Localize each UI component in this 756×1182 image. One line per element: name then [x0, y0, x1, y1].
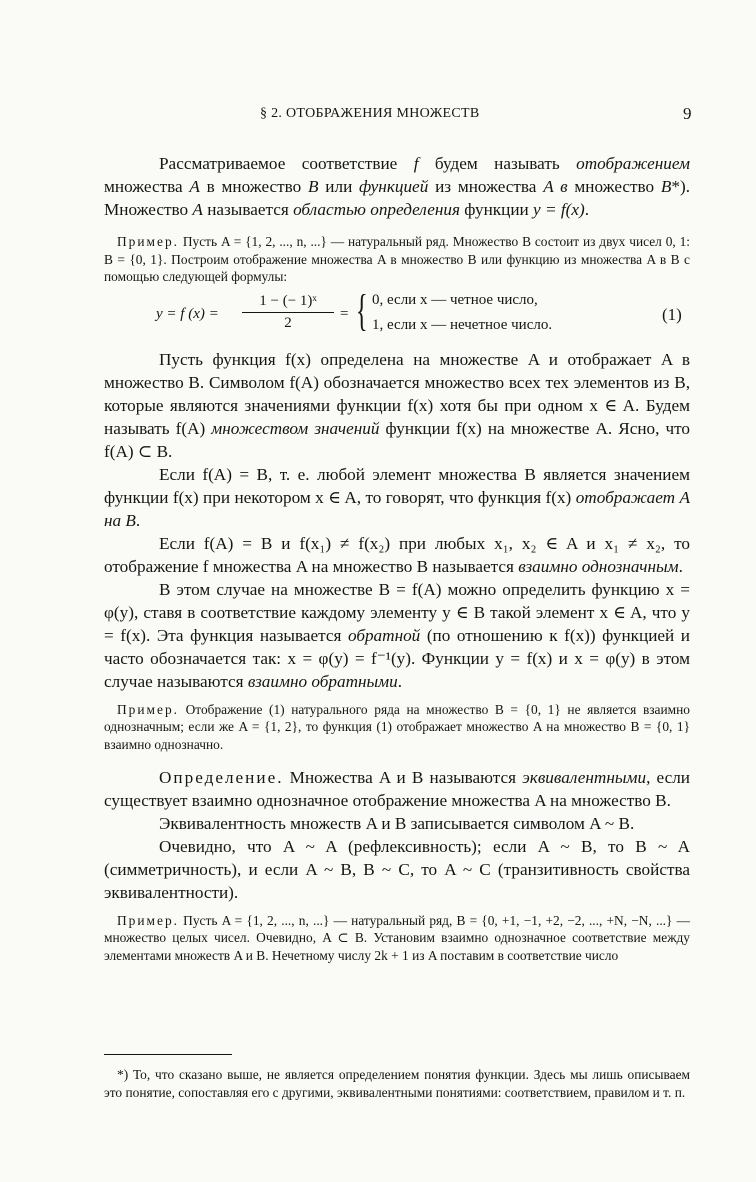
- page-number: 9: [683, 104, 692, 123]
- formula-equals: =: [340, 305, 349, 322]
- footnote-rule: [104, 1054, 232, 1055]
- formula-fraction: [242, 293, 334, 332]
- page-header: [0, 104, 756, 126]
- formula-lhs: y = f (x) =: [156, 305, 219, 322]
- formula-case-even: 0, если x — четное число,: [372, 291, 538, 308]
- paragraph-equivalence-symbol: Эквивалентность множеств A и B записывается символом A ~ B.: [159, 813, 635, 833]
- example-natural-series: Пример. Пусть A = {1, 2, ..., n, ...} — натуральный ряд. Множество B состоит из двух чисел 0, 1: B = {0, 1}. Построим отображение множества A в множество B или функцию из множества A в B с помощью следующей формулы:: [104, 234, 690, 285]
- formula-numerator: 1 − (− 1)ˣ: [242, 293, 334, 313]
- example-not-bijective: Пример. Отображение (1) натурального ряда на множество B = {0, 1} не является взаимно однозначным; если же A = {1, 2}, то функция (1) отображает множество A на множество B = {0, 1} взаимно однозначно.: [104, 701, 690, 752]
- paragraph-function-definition: Рассматриваемое соответствие f будем называть отображением множества A в множество B или функцией из множества A в множество B*). Множество A называется областью определения функции y = f(x).: [104, 154, 691, 219]
- paragraph-set-of-values: Пусть функция f(x) определена на множестве A и отображает A в множество B. Символом f(A) обозначается множество всех тех элементов из B, которые являются значениями функции f(x) хотя бы при одном x ∈ A. Будем называть f(A) множеством значений функции f(x) на множестве A. Ясно, что f(A) ⊂ B.: [104, 349, 690, 461]
- running-title: § 2. ОТОБРАЖЕНИЯ МНОЖЕСТВ: [260, 106, 480, 121]
- formula-number: (1): [662, 304, 682, 324]
- page-body: [104, 152, 690, 964]
- paragraph-inverse-function: В этом случае на множестве B = f(A) можно определить функцию x = φ(y), ставя в соответствие каждому элементу y ∈ B такой элемент x ∈ A, что y = f(x). Эта функция называется обратной (по отношению к f(x)) функцией и часто обозначается так: x = φ(y) = f⁻¹(y). Функции y = f(x) и x = φ(y) в этом случае называются взаимно обратными.: [104, 579, 690, 691]
- paragraph-onto-mapping: Если f(A) = B, т. е. любой элемент множества B является значением функции f(x) при некотором x ∈ A, то говорят, что функция f(x) отображает A на B.: [104, 464, 690, 530]
- formula-1: [104, 285, 690, 340]
- formula-brace: {: [356, 285, 368, 335]
- formula-case-odd: 1, если x — нечетное число.: [372, 316, 553, 333]
- example-integers: Пример. Пусть A = {1, 2, ..., n, ...} — натуральный ряд, B = {0, +1, −1, +2, −2, ..., +N, −N, ...} — множество целых чисел. Очевидно, A ⊂ B. Установим взаимно однозначное соответствие между элементами множеств A и B. Нечетному числу 2k + 1 из A поставим в соответствие число: [104, 912, 690, 963]
- paragraph-equivalence-properties: Очевидно, что A ~ A (рефлексивность); если A ~ B, то B ~ A (симметричность), и если A ~ B, B ~ C, то A ~ C (транзитивность свойства эквивалентности).: [104, 836, 690, 902]
- definition-equivalent-sets: Определение. Множества A и B называются эквивалентными, если существует взаимно однозначное отображение множества A на множество B.: [104, 767, 690, 810]
- formula-denominator: 2: [284, 314, 292, 331]
- paragraph-bijection: Если f(A) = B и f(x₁) ≠ f(x₂) при любых x₁, x₂ ∈ A и x₁ ≠ x₂, то отображение f множества A на множество B называется взаимно однозначным.: [104, 533, 690, 576]
- footnote: *) То, что сказано выше, не является определением понятия функции. Здесь мы лишь описываем это понятие, сопоставляя его с другими, эквивалентными понятиями: соответствием, правилом и т. п.: [104, 1067, 690, 1100]
